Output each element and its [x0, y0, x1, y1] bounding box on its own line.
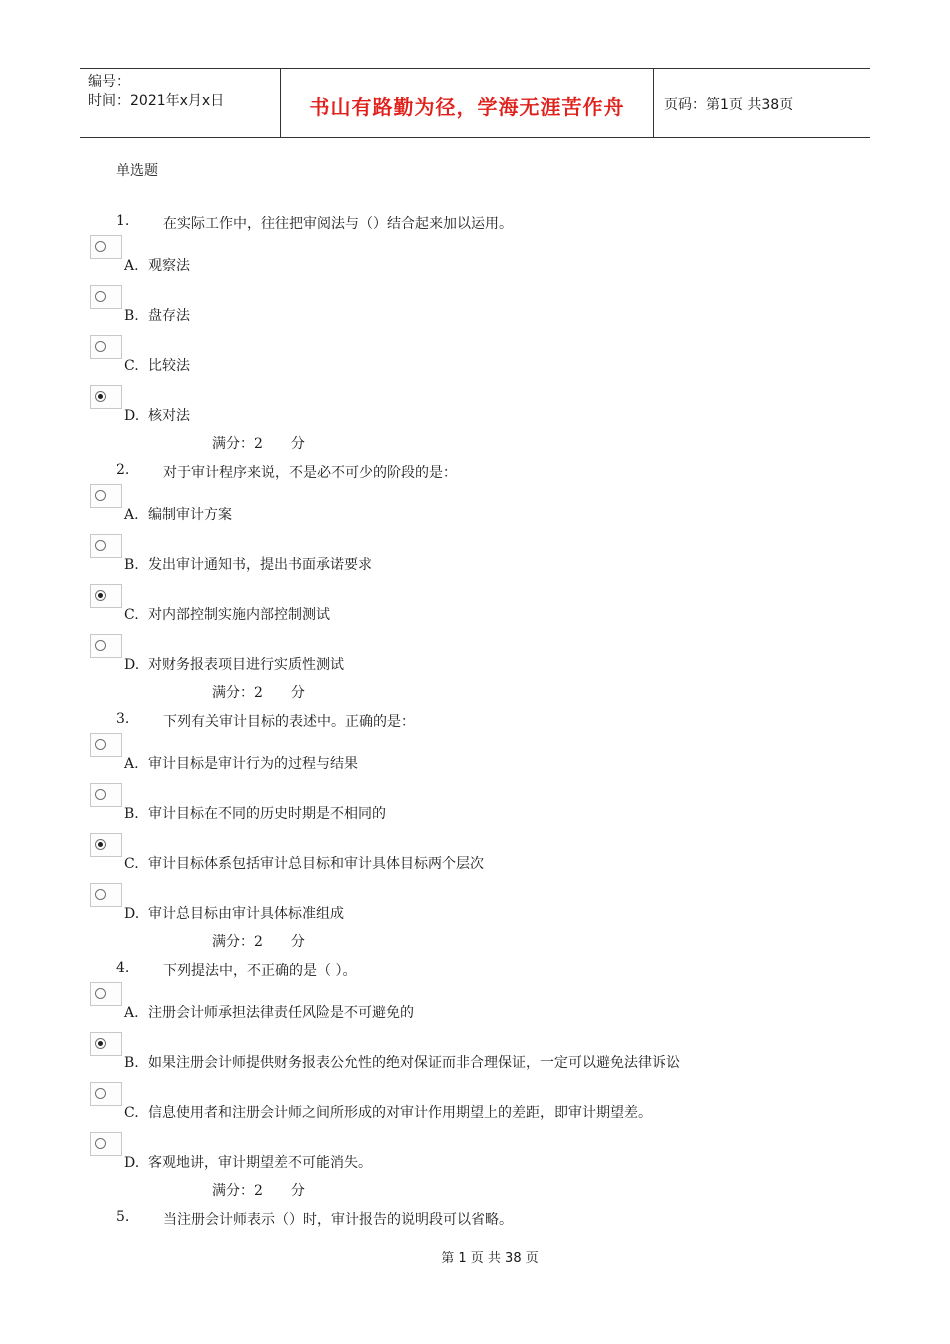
option-4-b [124, 1052, 680, 1072]
option-radio-1-a[interactable] [90, 235, 122, 259]
option-radio-3-b[interactable] [90, 783, 122, 807]
header-meta [80, 69, 281, 137]
option-3-d [124, 903, 344, 923]
section-title: 单选题 [116, 163, 158, 179]
option-3-c [124, 853, 484, 873]
option-letter: A. [124, 258, 139, 274]
header-motto: 书山有路勤为径，学海无涯苦作舟 [309, 94, 625, 119]
option-text: 观察法 [148, 258, 190, 274]
option-text: 核对法 [148, 408, 190, 424]
option-text: 比较法 [148, 358, 190, 374]
option-4-d [124, 1152, 372, 1172]
question-text: 下列有关审计目标的表述中。正确的是： [163, 714, 415, 730]
option-4-c [124, 1102, 652, 1122]
option-radio-3-d[interactable] [90, 883, 122, 907]
radio-empty-icon [95, 640, 106, 651]
option-radio-3-a[interactable] [90, 733, 122, 757]
radio-empty-icon [95, 241, 106, 252]
option-1-a [124, 255, 190, 275]
question-number: 4. [116, 960, 130, 976]
option-text: 编制审计方案 [148, 507, 232, 523]
question-number: 3. [116, 711, 130, 727]
option-letter: D. [124, 906, 140, 922]
option-letter: C. [124, 1105, 139, 1121]
option-text: 信息使用者和注册会计师之间所形成的对审计作用期望上的差距，即审计期望差。 [148, 1105, 652, 1121]
option-radio-1-d[interactable] [90, 385, 122, 409]
question-text: 对于审计程序来说，不是必不可少的阶段的是： [163, 465, 457, 481]
radio-empty-icon [95, 490, 106, 501]
radio-selected-icon [95, 590, 106, 601]
option-1-b [124, 305, 190, 325]
option-text: 对财务报表项目进行实质性测试 [148, 657, 344, 673]
option-2-b [124, 554, 372, 574]
option-text: 客观地讲，审计期望差不可能消失。 [148, 1155, 372, 1171]
option-letter: C. [124, 856, 139, 872]
option-radio-4-a[interactable] [90, 982, 122, 1006]
option-letter: B. [124, 557, 139, 573]
radio-empty-icon [95, 789, 106, 800]
score-unit: 分 [290, 685, 305, 701]
radio-empty-icon [95, 1088, 106, 1099]
score-text: 满分：2 [212, 685, 263, 701]
option-3-b [124, 803, 386, 823]
question-score [212, 1180, 305, 1200]
question-number: 2. [116, 462, 130, 478]
score-unit: 分 [290, 436, 305, 452]
option-1-d [124, 405, 190, 425]
option-letter: A. [124, 507, 139, 523]
option-2-a [124, 504, 232, 524]
page-header [80, 68, 870, 138]
option-radio-4-c[interactable] [90, 1082, 122, 1106]
option-text: 注册会计师承担法律责任风险是不可避免的 [148, 1005, 414, 1021]
radio-empty-icon [95, 291, 106, 302]
option-radio-3-c[interactable] [90, 833, 122, 857]
header-page-label: 页码：第1页 共38页 [664, 97, 794, 113]
option-text: 审计目标体系包括审计总目标和审计具体目标两个层次 [148, 856, 484, 872]
option-letter: A. [124, 756, 139, 772]
option-letter: B. [124, 806, 139, 822]
option-radio-2-b[interactable] [90, 534, 122, 558]
radio-empty-icon [95, 739, 106, 750]
option-radio-2-a[interactable] [90, 484, 122, 508]
option-radio-4-b[interactable] [90, 1032, 122, 1056]
score-text: 满分：2 [212, 1183, 263, 1199]
question-text: 在实际工作中，往往把审阅法与（）结合起来加以运用。 [163, 216, 513, 232]
option-letter: C. [124, 607, 139, 623]
option-text: 对内部控制实施内部控制测试 [148, 607, 330, 623]
option-letter: A. [124, 1005, 139, 1021]
option-text: 审计目标在不同的历史时期是不相同的 [148, 806, 386, 822]
radio-empty-icon [95, 540, 106, 551]
radio-selected-icon [95, 839, 106, 850]
option-text: 发出审计通知书，提出书面承诺要求 [148, 557, 372, 573]
question-text: 下列提法中，不正确的是（ ）。 [163, 963, 357, 979]
option-3-a [124, 753, 358, 773]
question-score [212, 433, 305, 453]
option-letter: D. [124, 408, 140, 424]
header-time-label: 时间：2021年x月x日 [88, 93, 225, 109]
option-2-c [124, 604, 330, 624]
question-number: 1. [116, 213, 130, 229]
header-motto-cell [281, 69, 654, 137]
option-letter: C. [124, 358, 139, 374]
radio-empty-icon [95, 341, 106, 352]
radio-selected-icon [95, 391, 106, 402]
score-text: 满分：2 [212, 436, 263, 452]
option-radio-2-d[interactable] [90, 634, 122, 658]
option-text: 审计目标是审计行为的过程与结果 [148, 756, 358, 772]
option-radio-2-c[interactable] [90, 584, 122, 608]
header-number-label: 编号： [88, 74, 130, 90]
radio-empty-icon [95, 1138, 106, 1149]
option-letter: B. [124, 308, 139, 324]
option-text: 审计总目标由审计具体标准组成 [148, 906, 344, 922]
question-score [212, 931, 305, 951]
option-radio-1-c[interactable] [90, 335, 122, 359]
option-radio-4-d[interactable] [90, 1132, 122, 1156]
radio-empty-icon [95, 988, 106, 999]
score-unit: 分 [290, 934, 305, 950]
option-letter: D. [124, 1155, 140, 1171]
option-1-c [124, 355, 190, 375]
option-4-a [124, 1002, 414, 1022]
question-score [212, 682, 305, 702]
option-radio-1-b[interactable] [90, 285, 122, 309]
question-text: 当注册会计师表示（）时，审计报告的说明段可以省略。 [163, 1212, 513, 1228]
option-letter: B. [124, 1055, 139, 1071]
option-letter: D. [124, 657, 140, 673]
option-text: 盘存法 [148, 308, 190, 324]
option-text: 如果注册会计师提供财务报表公允性的绝对保证而非合理保证，一定可以避免法律诉讼 [148, 1055, 680, 1071]
radio-selected-icon [95, 1038, 106, 1049]
score-unit: 分 [290, 1183, 305, 1199]
score-text: 满分：2 [212, 934, 263, 950]
option-2-d [124, 654, 344, 674]
question-number: 5. [116, 1209, 130, 1225]
page-footer: 第 1 页 共 38 页 [441, 1251, 539, 1266]
radio-empty-icon [95, 889, 106, 900]
